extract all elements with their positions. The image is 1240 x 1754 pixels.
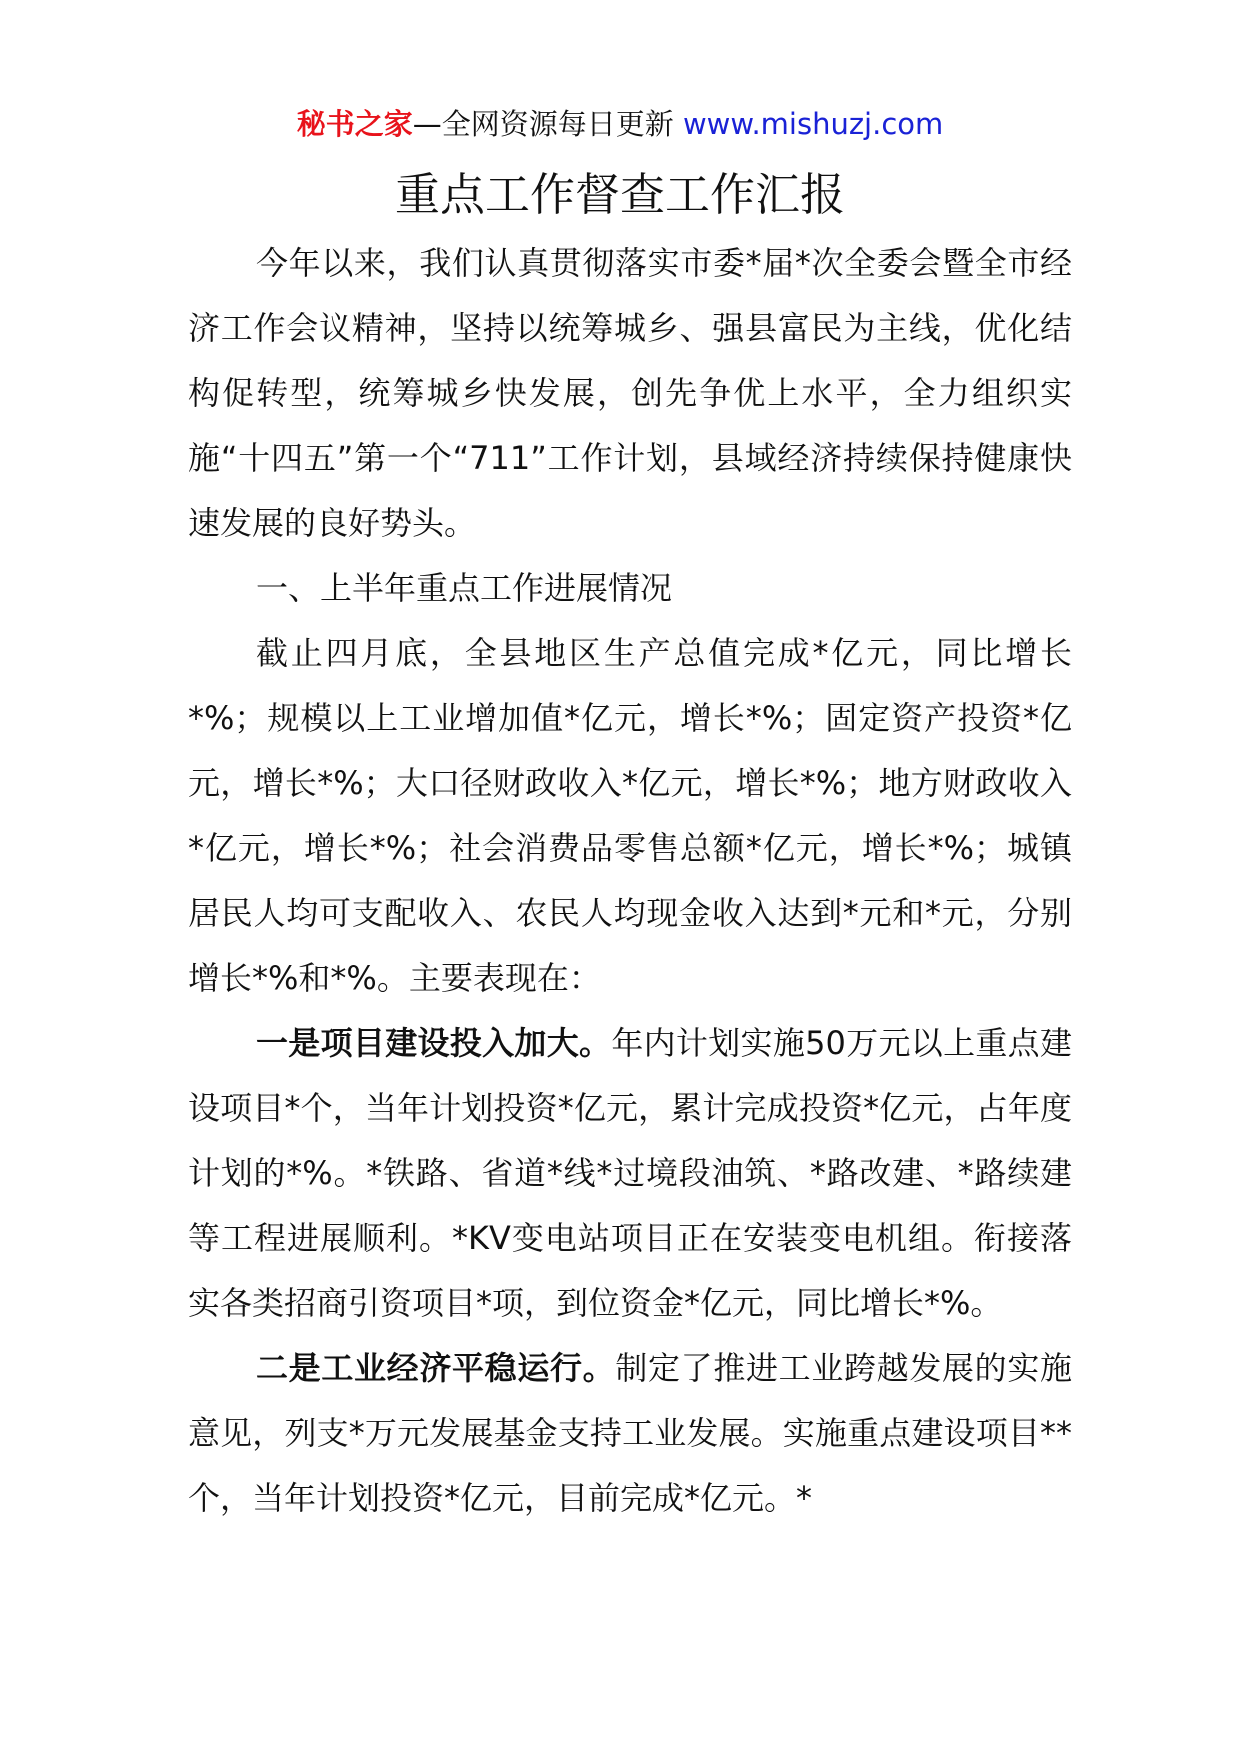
site-brand: 秘书之家: [296, 107, 413, 141]
paragraph-text: 截止四月底，全县地区生产总值完成*亿元，同比增长*%；规模以上工业增加值*亿元，增长*%；固定资产投资*亿元，增长*%；大口径财政收入*亿元，增长*%；地方财政收入*亿元，增长*%；社会消费品零售总额*亿元，增长*%；城镇居民人均可支配收入、农民人均现金收入达到*元和*元，分别增长*%和*%。主要表现在：: [188, 634, 1072, 997]
paragraph-text: 制定了推进工业跨越发展的实施意见，列支*万元发展基金支持工业发展。实施重点建设项目**个，当年计划投资*亿元，目前完成*亿元。*: [188, 1349, 1072, 1517]
paragraph-text: 一、上半年重点工作进展情况: [256, 569, 673, 607]
site-url-link[interactable]: www.mishuzj.com: [682, 107, 944, 141]
document-body: [188, 231, 1072, 1531]
paragraph-project-construction: [188, 1011, 1072, 1336]
paragraph-text: 今年以来，我们认真贯彻落实市委*届*次全委会暨全市经济工作会议精神，坚持以统筹城乡、强县富民为主线，优化结构促转型，统筹城乡快发展，创先争优上水平，全力组织实施“十四五”第一个“711”工作计划，县域经济持续保持健康快速发展的良好势头。: [188, 244, 1072, 542]
site-header: [0, 104, 1240, 144]
document-title: 重点工作督查工作汇报: [394, 168, 845, 221]
paragraph-industrial-economy: [188, 1336, 1072, 1531]
paragraph-lead: 一是项目建设投入加大。: [256, 1024, 612, 1062]
paragraph-lead: 二是工业经济平稳运行。: [256, 1349, 616, 1387]
paragraph-text: 年内计划实施50万元以上重点建设项目*个，当年计划投资*亿元，累计完成投资*亿元，占年度计划的*%。*铁路、省道*线*过境段油筑、*路改建、*路续建等工程进展顺利。*KV变电站项目正在安装变电机组。衔接落实各类招商引资项目*项，到位资金*亿元，同比增长*%。: [188, 1024, 1072, 1322]
paragraph-intro: [188, 231, 1072, 556]
paragraph-overview: [188, 621, 1072, 1011]
section-heading: [188, 556, 1072, 621]
site-slogan: —全网资源每日更新: [412, 107, 683, 141]
